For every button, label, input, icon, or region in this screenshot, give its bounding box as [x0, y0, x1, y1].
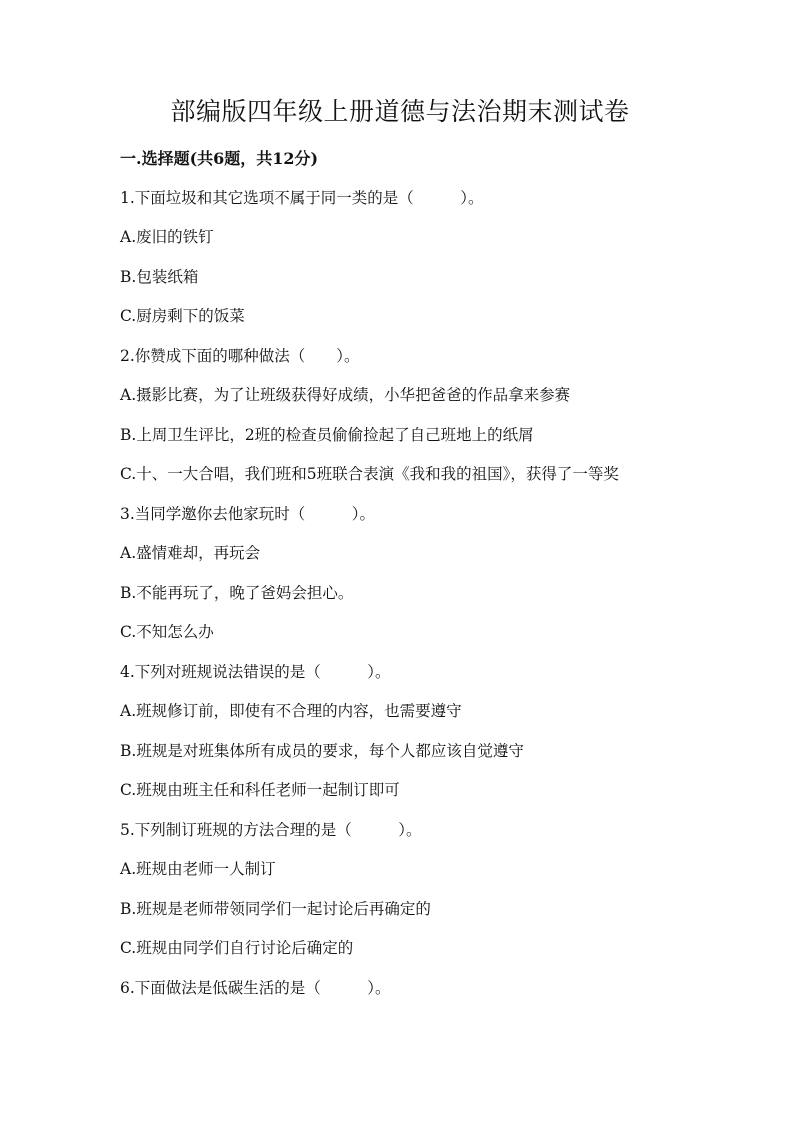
question-1: 1.下面垃圾和其它选项不属于同一类的是（ ）。 — [120, 189, 484, 207]
question-5: 5.下列制订班规的方法合理的是（ ）。 — [120, 821, 422, 839]
question-6: 6.下面做法是低碳生活的是（ ）。 — [120, 979, 391, 997]
question-1-option-a: A.废旧的铁钉 — [120, 228, 214, 246]
question-2-option-b: B.上周卫生评比，2班的检查员偷偷捡起了自己班地上的纸屑 — [120, 426, 534, 444]
question-4-option-c: C.班规由班主任和科任老师一起制订即可 — [120, 781, 400, 799]
question-3: 3.当同学邀你去他家玩时（ ）。 — [120, 505, 376, 523]
question-3-option-c: C.不知怎么办 — [120, 623, 214, 641]
question-2-option-c: C.十、一大合唱，我们班和5班联合表演《我和我的祖国》，获得了一等奖 — [120, 465, 619, 483]
question-4: 4.下列对班规说法错误的是（ ）。 — [120, 663, 391, 681]
question-5-option-c: C.班规由同学们自行讨论后确定的 — [120, 939, 354, 957]
question-1-option-c: C.厨房剩下的饭菜 — [120, 307, 245, 325]
question-3-option-b: B.不能再玩了，晚了爸妈会担心。 — [120, 584, 354, 602]
question-4-option-b: B.班规是对班集体所有成员的要求，每个人都应该自觉遵守 — [120, 742, 524, 760]
question-4-option-a: A.班规修订前，即使有不合理的内容，也需要遵守 — [120, 702, 462, 720]
question-3-option-a: A.盛情难却，再玩会 — [120, 544, 261, 562]
question-1-option-b: B.包装纸箱 — [120, 268, 199, 286]
section-heading: 一.选择题(共6题，共12分) — [120, 149, 319, 168]
question-5-option-b: B.班规是老师带领同学们一起讨论后再确定的 — [120, 900, 431, 918]
page-title: 部编版四年级上册道德与法治期末测试卷 — [170, 97, 630, 126]
question-2-option-a: A.摄影比赛，为了让班级获得好成绩，小华把爸爸的作品拿来参赛 — [120, 386, 571, 404]
question-2: 2.你赞成下面的哪种做法（ ）。 — [120, 347, 360, 365]
question-5-option-a: A.班规由老师一人制订 — [120, 860, 276, 878]
